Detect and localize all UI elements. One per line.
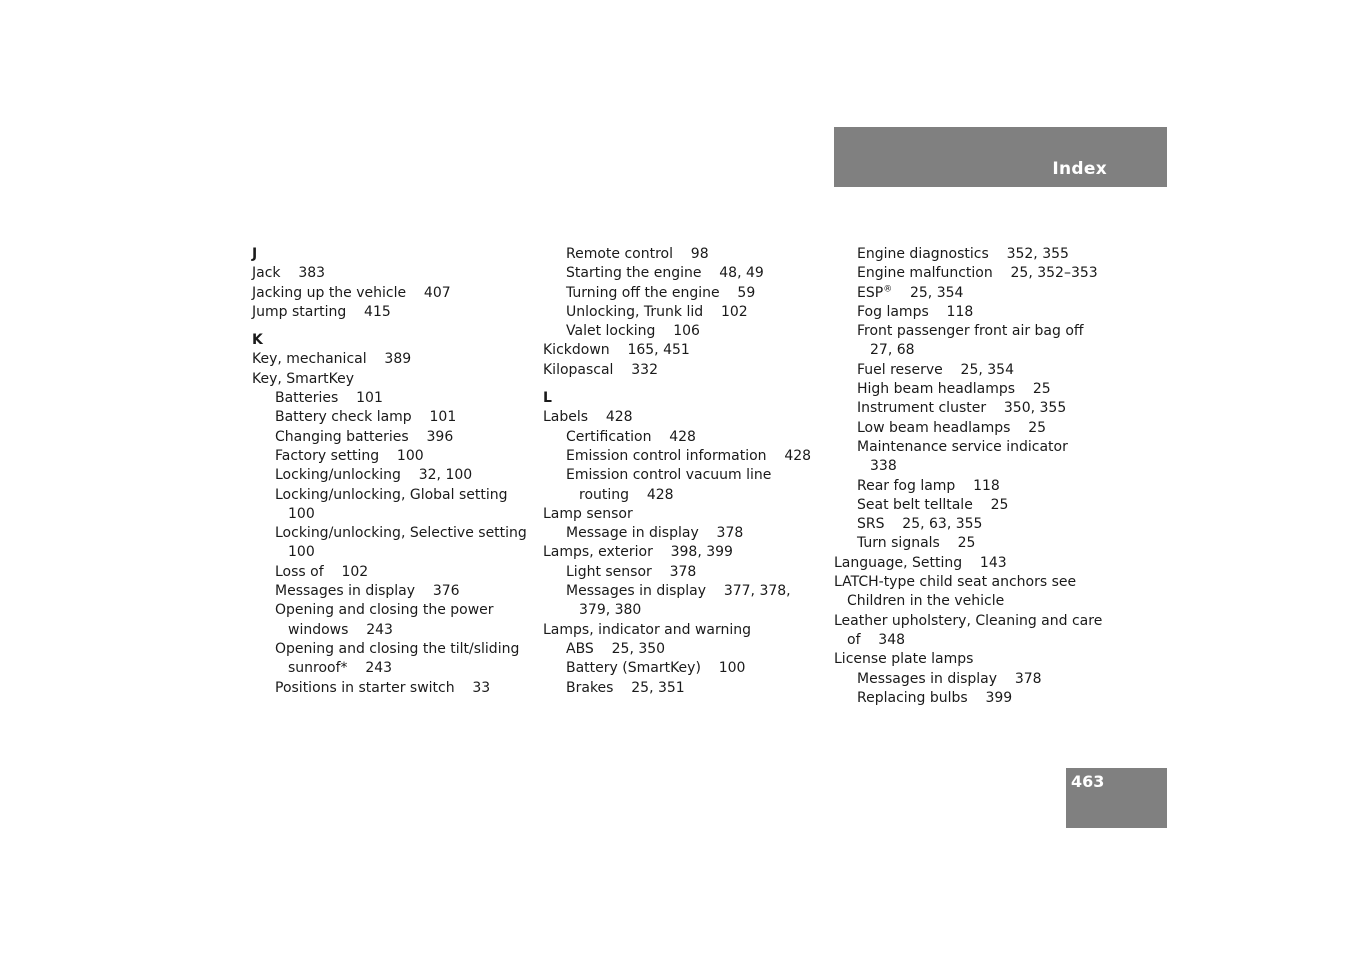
index-subentry: Batteries 101 (275, 390, 383, 407)
index-subentry: Positions in starter switch 33 (275, 679, 491, 696)
index-subentry: Locking/unlocking 32, 100 (275, 467, 473, 484)
index-subentry: Fog lamps 118 (857, 303, 974, 320)
index-subentry: Valet locking 106 (566, 323, 700, 340)
index-subentry: Messages in display 377, 378, 379, 380 (566, 583, 796, 619)
index-subentry: Turning off the engine 59 (566, 284, 756, 301)
index-subentry: Opening and closing the tilt/sliding sunroof* 243 (275, 640, 524, 677)
index-subentry: SRS 25, 63, 355 (857, 516, 983, 533)
index-entry: Lamps, exterior 398, 399 (543, 544, 733, 561)
index-subentry: Locking/unlocking, Global setting 100 (275, 486, 526, 522)
index-letter-heading: K (252, 332, 263, 349)
index-subentry: Loss of 102 (275, 563, 369, 580)
index-entry-pages: 25, 354 (892, 284, 964, 301)
index-entry: Jump starting 415 (252, 303, 391, 320)
index-subentry: Factory setting 100 (275, 447, 424, 464)
index-subentry: Messages in display 376 (275, 583, 460, 600)
index-subentry: Seat belt telltale 25 (857, 496, 1009, 513)
index-subentry: Engine diagnostics 352, 355 (857, 246, 1069, 262)
index-subentry: Emission control information 428 (566, 447, 812, 464)
index-subentry: Locking/unlocking, Selective setting 100 (275, 525, 545, 561)
page-number: 463 (1071, 772, 1105, 791)
index-entry-term: ESP (857, 284, 884, 301)
index-subentry: High beam headlamps 25 (857, 381, 1051, 398)
index-subentry: Remote control 98 (566, 246, 709, 262)
index-entry: Key, mechanical 389 (252, 351, 412, 368)
page-number-tab (1066, 768, 1167, 828)
index-entry: Kilopascal 332 (543, 361, 658, 378)
index-entry: Leather upholstery, Cleaning and care of 348 (834, 612, 1107, 648)
index-subentry: Engine malfunction 25, 352–353 (857, 265, 1098, 282)
index-subentry: Maintenance service indicator 338 (857, 438, 1086, 475)
index-subentry: Instrument cluster 350, 355 (857, 400, 1067, 417)
index-subentry: Battery check lamp 101 (275, 409, 457, 426)
section-title: Index (1052, 159, 1107, 179)
index-subentry: Opening and closing the power windows 243 (275, 602, 498, 638)
index-entry: Lamp sensor (543, 505, 633, 522)
index-entry: Labels 428 (543, 409, 633, 426)
index-subentry: Replacing bulbs 399 (857, 689, 1013, 706)
index-entry: Jacking up the vehicle 407 (252, 284, 451, 301)
index-column-1 (252, 245, 545, 698)
index-subentry: Brakes 25, 351 (566, 679, 685, 696)
index-column-2 (543, 245, 818, 698)
index-subentry (834, 284, 1109, 303)
index-subentry: Low beam headlamps 25 (857, 419, 1047, 436)
section-header-tab (834, 127, 1167, 187)
index-subentry: Certification 428 (566, 428, 696, 445)
index-subentry: Turn signals 25 (857, 535, 976, 552)
index-entry: Kickdown 165, 451 (543, 342, 690, 359)
index-entry: Language, Setting 143 (834, 554, 1007, 571)
index-subentry: Unlocking, Trunk lid 102 (566, 303, 748, 320)
index-subentry: Battery (SmartKey) 100 (566, 660, 746, 677)
index-letter-heading: J (252, 246, 258, 262)
index-subentry: Messages in display 378 (857, 670, 1042, 687)
index-subentry: Emission control vacuum line routing 428 (566, 467, 776, 503)
index-letter-heading: L (543, 390, 552, 407)
index-subentry: Starting the engine 48, 49 (566, 265, 764, 282)
index-entry: License plate lamps (834, 651, 974, 668)
index-subentry: Fuel reserve 25, 354 (857, 361, 1014, 378)
index-entry: Jack 383 (252, 265, 326, 282)
index-column-3 (834, 245, 1109, 708)
index-entry: Key, SmartKey (252, 370, 355, 387)
registered-mark: ® (883, 283, 893, 294)
index-subentry: Front passenger front air bag off 27, 68 (857, 323, 1102, 359)
index-entry: LATCH-type child seat anchors see Children in the vehicle (834, 574, 1081, 610)
index-subentry: Rear fog lamp 118 (857, 477, 1000, 494)
index-entry: Lamps, indicator and warning (543, 621, 752, 638)
index-subentry: Light sensor 378 (566, 563, 697, 580)
index-subentry: Changing batteries 396 (275, 428, 454, 445)
index-subentry: Message in display 378 (566, 525, 744, 542)
index-subentry: ABS 25, 350 (566, 640, 666, 657)
